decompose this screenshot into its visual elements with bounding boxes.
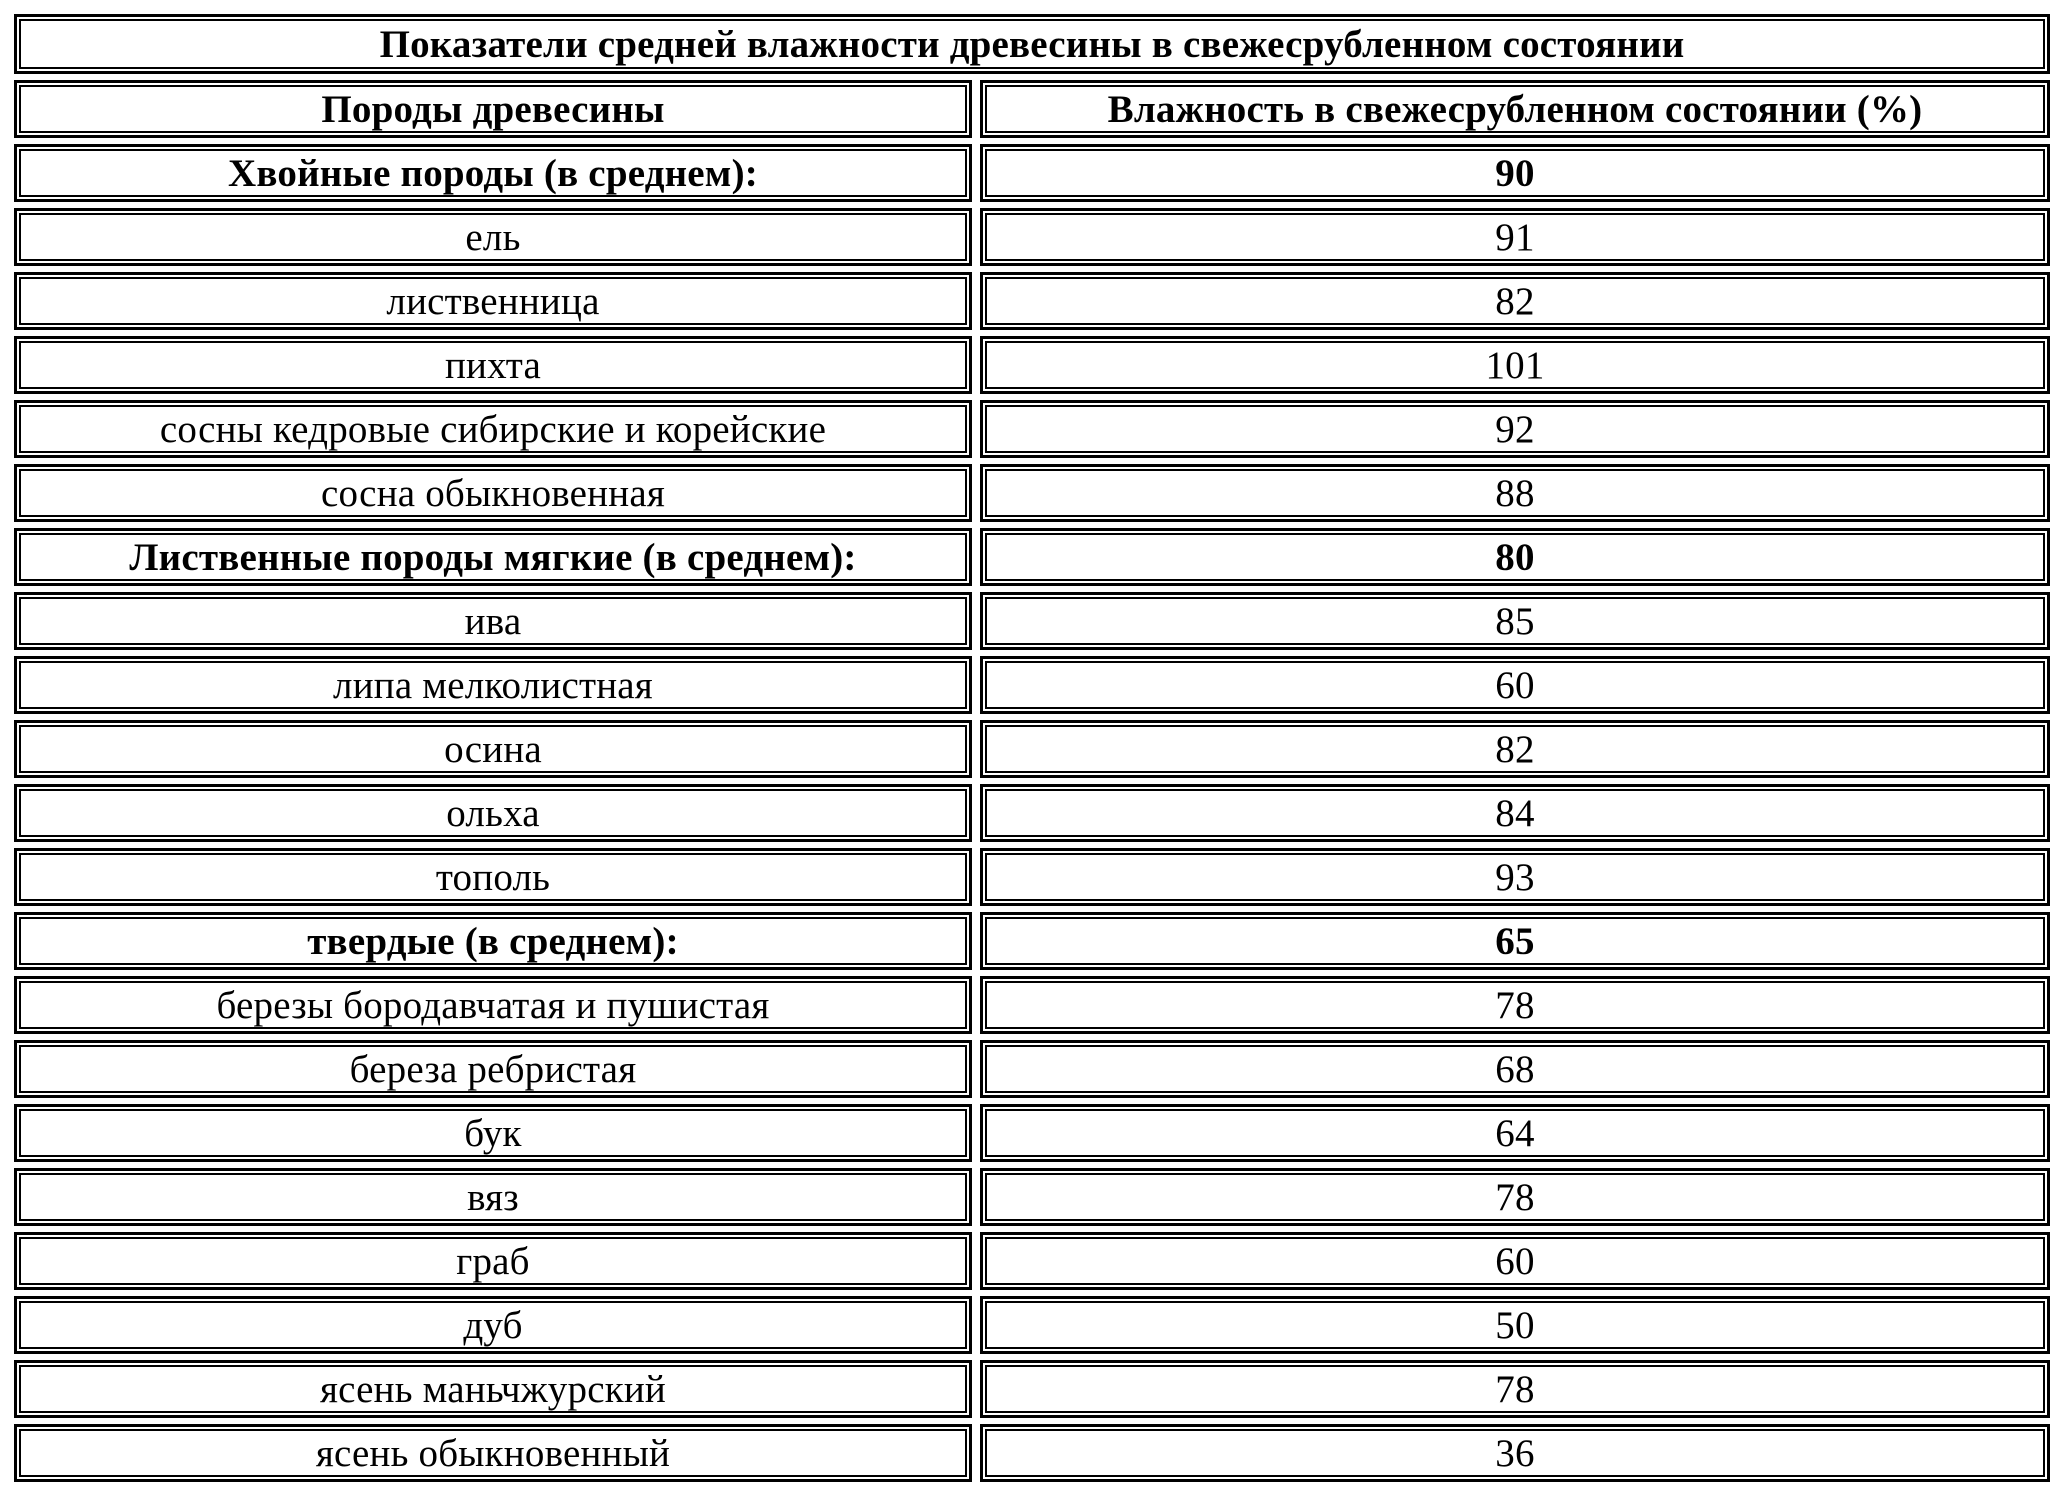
table-row [14, 848, 2050, 906]
table-row [14, 336, 2050, 394]
moisture-value: 92 [980, 400, 2050, 458]
moisture-value: 82 [980, 272, 2050, 330]
moisture-value: 78 [980, 1168, 2050, 1226]
table-row [14, 1168, 2050, 1226]
species-name: ясень обыкновенный [14, 1424, 972, 1482]
moisture-column-header: Влажность в свежесрубленном состоянии (%) [980, 80, 2050, 138]
moisture-value: 88 [980, 464, 2050, 522]
moisture-value: 84 [980, 784, 2050, 842]
species-name: ольха [14, 784, 972, 842]
species-name: тополь [14, 848, 972, 906]
table-row [14, 720, 2050, 778]
table-row [14, 592, 2050, 650]
table-row [14, 208, 2050, 266]
header-row [14, 80, 2050, 138]
table-row [14, 464, 2050, 522]
table-row [14, 1360, 2050, 1418]
group-label: Хвойные породы (в среднем): [14, 144, 972, 202]
table-title: Показатели средней влажности древесины в свежесрубленном состоянии [14, 14, 2050, 74]
species-name: сосна обыкновенная [14, 464, 972, 522]
species-column-header: Породы древесины [14, 80, 972, 138]
moisture-value: 78 [980, 976, 2050, 1034]
table-row [14, 1424, 2050, 1482]
moisture-value: 36 [980, 1424, 2050, 1482]
group-row [14, 144, 2050, 202]
moisture-value: 82 [980, 720, 2050, 778]
species-name: бук [14, 1104, 972, 1162]
moisture-value: 78 [980, 1360, 2050, 1418]
group-row [14, 528, 2050, 586]
species-name: пихта [14, 336, 972, 394]
group-average-value: 65 [980, 912, 2050, 970]
moisture-table [14, 14, 2050, 1482]
moisture-value: 60 [980, 1232, 2050, 1290]
species-name: ель [14, 208, 972, 266]
moisture-value: 68 [980, 1040, 2050, 1098]
table-row [14, 272, 2050, 330]
species-name: дуб [14, 1296, 972, 1354]
table-row [14, 1296, 2050, 1354]
table-row [14, 1104, 2050, 1162]
table-body [14, 144, 2050, 1482]
moisture-value: 64 [980, 1104, 2050, 1162]
species-name: береза ребристая [14, 1040, 972, 1098]
species-name: вяз [14, 1168, 972, 1226]
table-row [14, 656, 2050, 714]
group-row [14, 912, 2050, 970]
group-label: твердые (в среднем): [14, 912, 972, 970]
moisture-value: 50 [980, 1296, 2050, 1354]
table-row [14, 1232, 2050, 1290]
species-name: ясень маньчжурский [14, 1360, 972, 1418]
table-row [14, 784, 2050, 842]
species-name: ива [14, 592, 972, 650]
table-row [14, 1040, 2050, 1098]
group-label: Лиственные породы мягкие (в среднем): [14, 528, 972, 586]
group-average-value: 80 [980, 528, 2050, 586]
species-name: березы бородавчатая и пушистая [14, 976, 972, 1034]
moisture-value: 91 [980, 208, 2050, 266]
moisture-value: 101 [980, 336, 2050, 394]
table-row [14, 976, 2050, 1034]
species-name: липа мелколистная [14, 656, 972, 714]
moisture-value: 85 [980, 592, 2050, 650]
group-average-value: 90 [980, 144, 2050, 202]
moisture-value: 60 [980, 656, 2050, 714]
moisture-value: 93 [980, 848, 2050, 906]
species-name: лиственница [14, 272, 972, 330]
species-name: сосны кедровые сибирские и корейские [14, 400, 972, 458]
species-name: осина [14, 720, 972, 778]
table-row [14, 400, 2050, 458]
species-name: граб [14, 1232, 972, 1290]
